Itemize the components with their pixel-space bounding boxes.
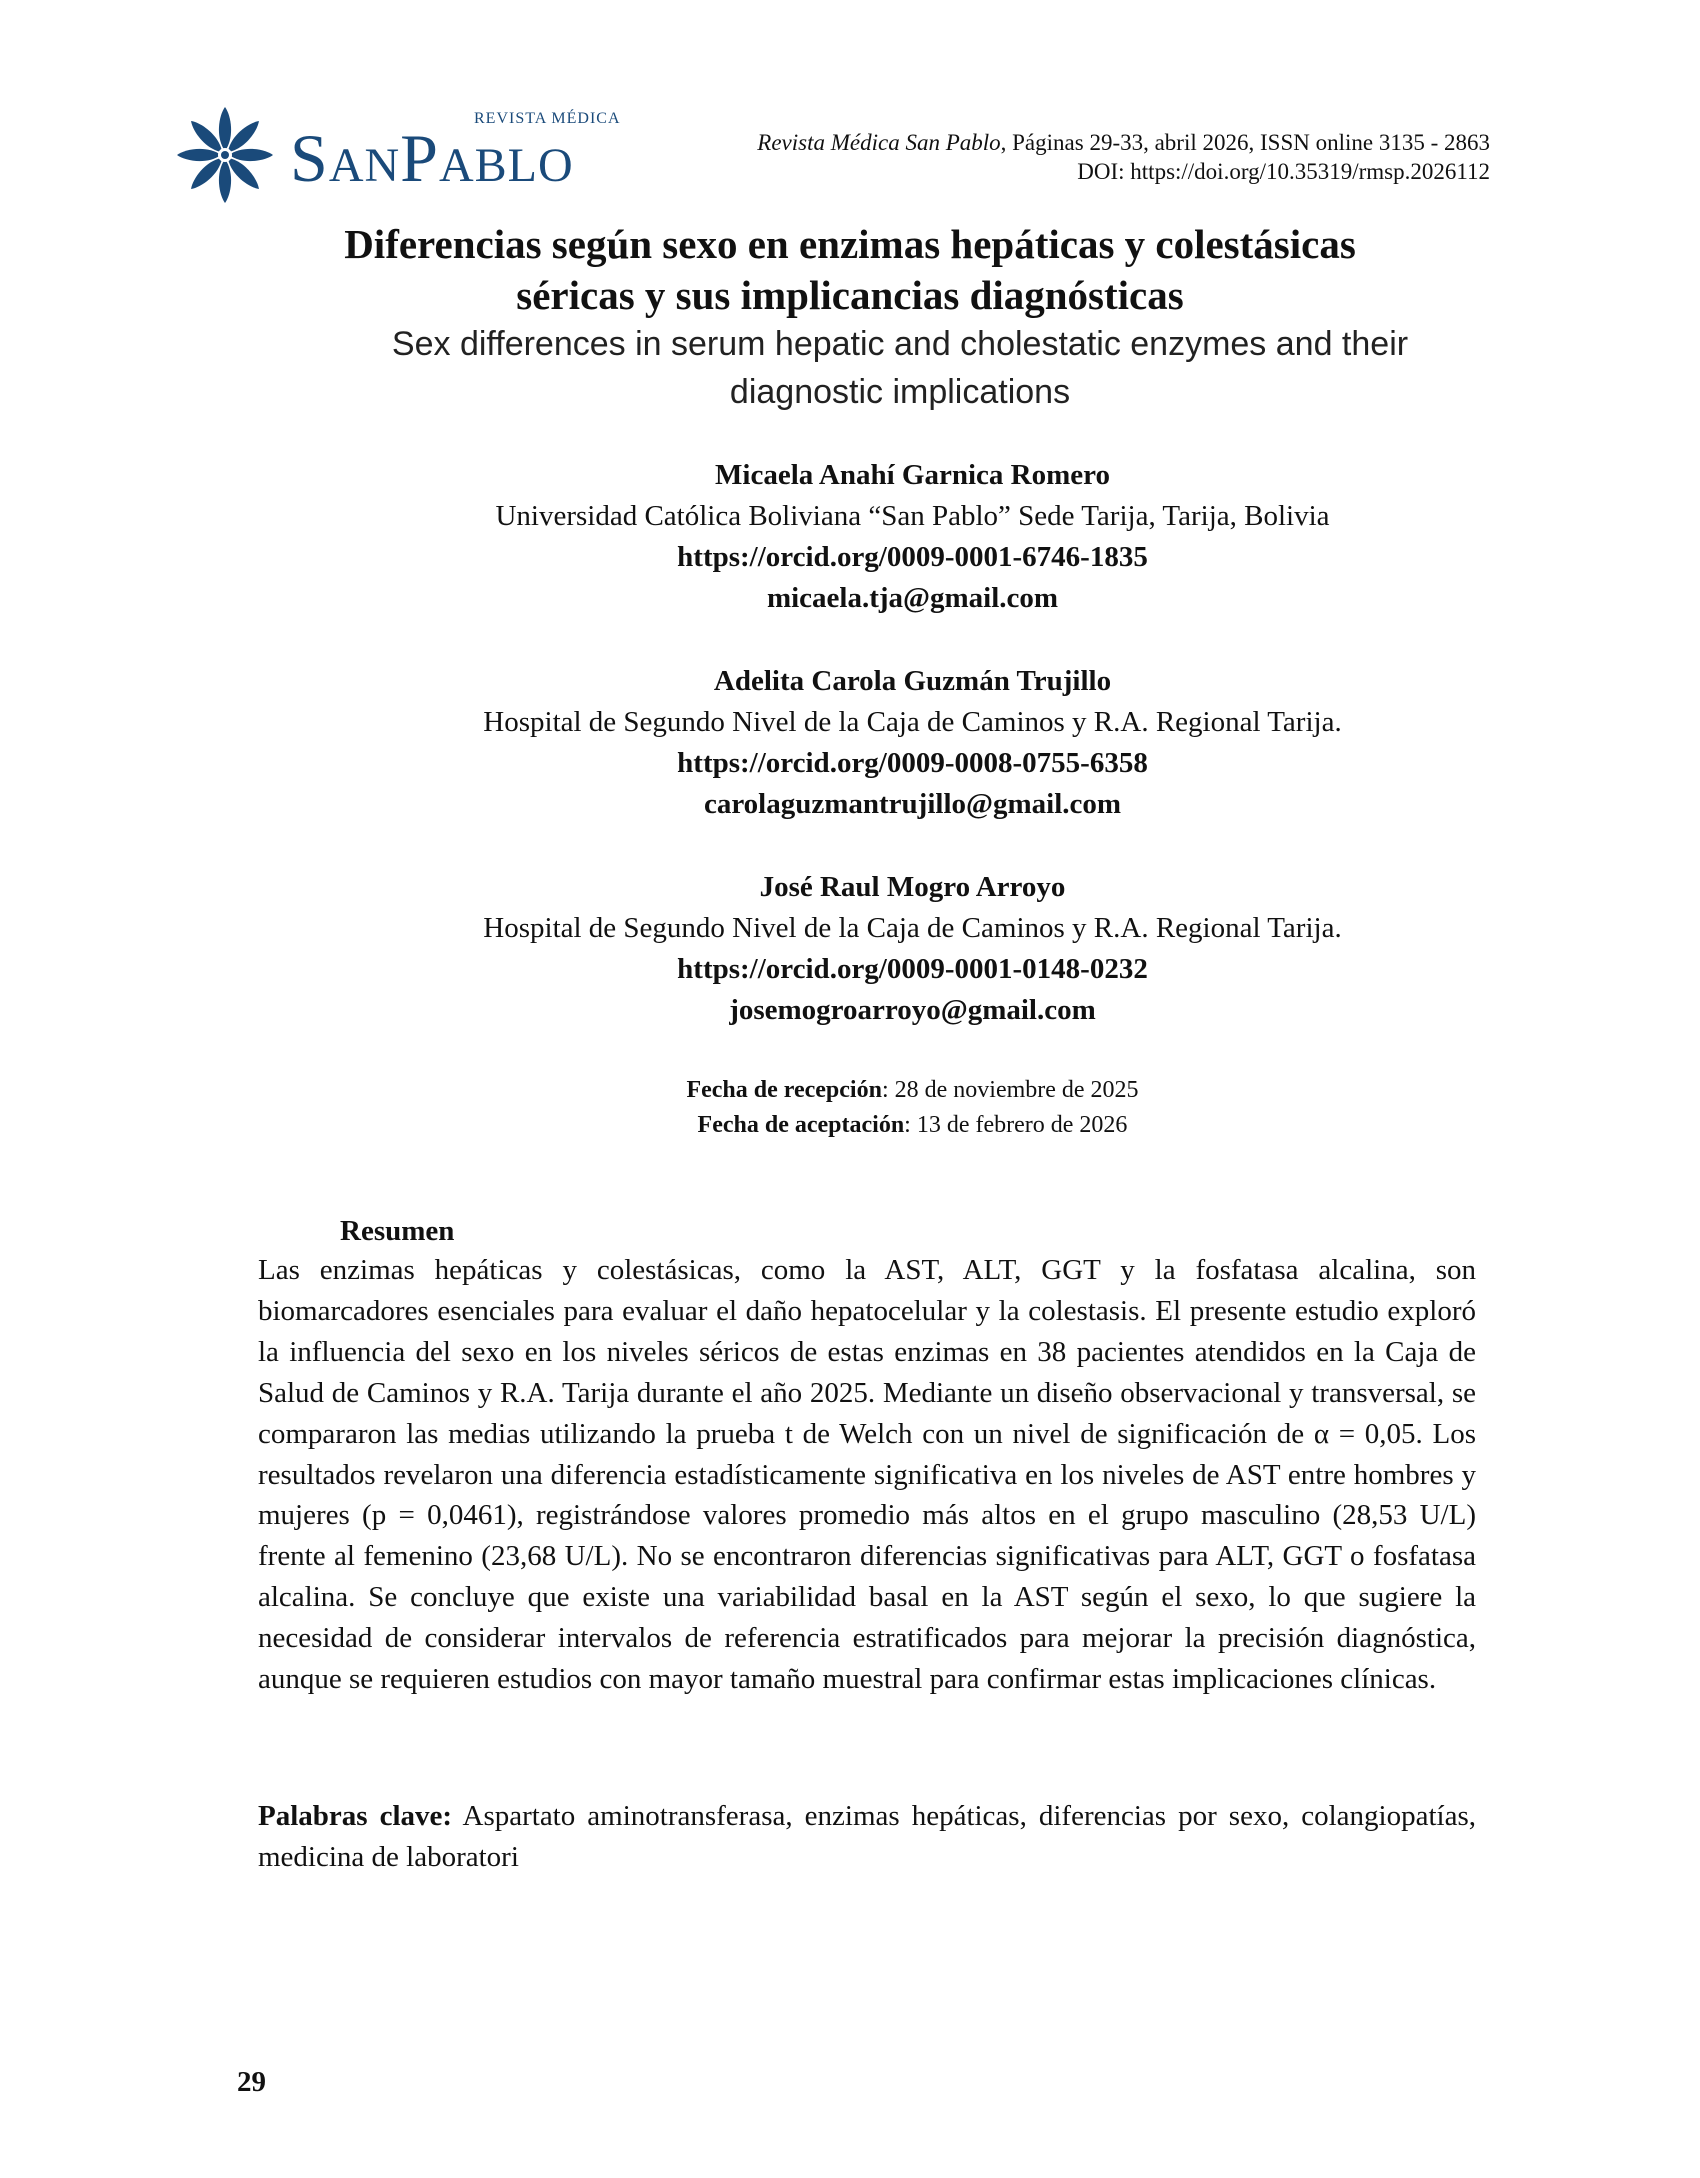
title-english: [300, 320, 1500, 416]
abstract-heading: Resumen: [340, 1215, 455, 1247]
author-name: Micaela Anahí Garnica Romero: [715, 459, 1110, 491]
title-spanish: [200, 219, 1500, 321]
abstract-body: Las enzimas hepáticas y colestásicas, como la AST, ALT, GGT y la fosfatasa alcalina, son biomarcadores esenciales para evaluar el daño hepatocelular y la colestasis. El presente estudio exploró la influencia del sexo en los niveles séricos de estas enzimas en 38 pacientes atendidos en la Caja de Salud de Caminos y R.A. Tarija durante el año 2025. Mediante un diseño observacional y transversal, se compararon las medias utilizando la prueba t de Welch con un nivel de significación de α = 0,05. Los resultados revelaron una diferencia estadísticamente significativa en los niveles de AST entre hombres y mujeres (p = 0,0461), registrándose valores promedio más altos en el grupo masculino (28,53 U/L) frente al femenino (23,68 U/L). No se encontraron diferencias significativas para ALT, GGT o fosfatasa alcalina. Se concluye que existe una variabilidad basal en la AST según el sexo, lo que sugiere la necesidad de considerar intervalos de referencia estratificados para mejorar la precisión diagnóstica, aunque se requieren estudios con mayor tamaño muestral para confirmar estas implicaciones clínicas.: [258, 1254, 1476, 1696]
author-block: [300, 455, 1525, 619]
author-affiliation: Hospital de Segundo Nivel de la Caja de Caminos y R.A. Regional Tarija.: [483, 912, 1342, 944]
author-orcid-link[interactable]: https://orcid.org/0009-0001-0148-0232: [677, 953, 1148, 985]
journal-logo: [170, 100, 640, 205]
received-label: Fecha de recepción: [686, 1077, 882, 1103]
author-name: Adelita Carola Guzmán Trujillo: [713, 665, 1112, 697]
flower-emblem-icon: [170, 100, 280, 210]
received-value: : 28 de noviembre de 2025: [881, 1077, 1139, 1103]
keywords-value: Aspartato aminotransferasa, enzimas hepáticas, diferencias por sexo, colangiopatías, medicina de laboratori: [258, 1800, 1476, 1873]
author-email-link[interactable]: carolaguzmantrujillo@gmail.com: [703, 788, 1122, 820]
journal-name: Revista Médica San Pablo: [757, 130, 1001, 155]
journal-details: , Páginas 29-33, abril 2026, ISSN online 3135 - 2863: [1000, 130, 1490, 155]
accepted-label: Fecha de aceptación: [697, 1112, 905, 1138]
author-block: [300, 867, 1525, 1031]
author-affiliation: Universidad Católica Boliviana “San Pablo” Sede Tarija, Tarija, Bolivia: [495, 500, 1330, 532]
accepted-date: [400, 1108, 1425, 1143]
author-email-link[interactable]: josemogroarroyo@gmail.com: [729, 994, 1096, 1026]
author-list: [300, 455, 1525, 1073]
title-english-line-2: diagnostic implications: [729, 373, 1071, 411]
journal-citation: [757, 128, 1490, 186]
accepted-value: : 13 de febrero de 2026: [904, 1112, 1128, 1138]
received-date: [400, 1073, 1425, 1108]
author-affiliation: Hospital de Segundo Nivel de la Caja de Caminos y R.A. Regional Tarija.: [483, 706, 1342, 738]
author-orcid-link[interactable]: https://orcid.org/0009-0008-0755-6358: [677, 747, 1148, 779]
doi-link[interactable]: DOI: https://doi.org/10.35319/rmsp.2026112: [1077, 159, 1490, 184]
author-block: [300, 661, 1525, 825]
author-email-link[interactable]: micaela.tja@gmail.com: [766, 582, 1059, 614]
logo-subtitle: REVISTA MÉDICA: [474, 110, 621, 127]
title-spanish-line-1: Diferencias según sexo en enzimas hepáticas y colestásicas: [344, 221, 1356, 267]
title-english-line-1: Sex differences in serum hepatic and cholestatic enzymes and their: [391, 325, 1409, 363]
author-orcid-link[interactable]: https://orcid.org/0009-0001-6746-1835: [677, 541, 1148, 573]
keywords: [258, 1796, 1476, 1878]
title-spanish-line-2: séricas y sus implicancias diagnósticas: [516, 272, 1184, 318]
page-number: 29: [237, 2066, 266, 2098]
author-name: José Raul Mogro Arroyo: [759, 871, 1066, 903]
keywords-label: Palabras clave:: [258, 1800, 453, 1832]
logo-brand: SanPablo: [290, 120, 574, 196]
submission-dates: [400, 1073, 1425, 1143]
